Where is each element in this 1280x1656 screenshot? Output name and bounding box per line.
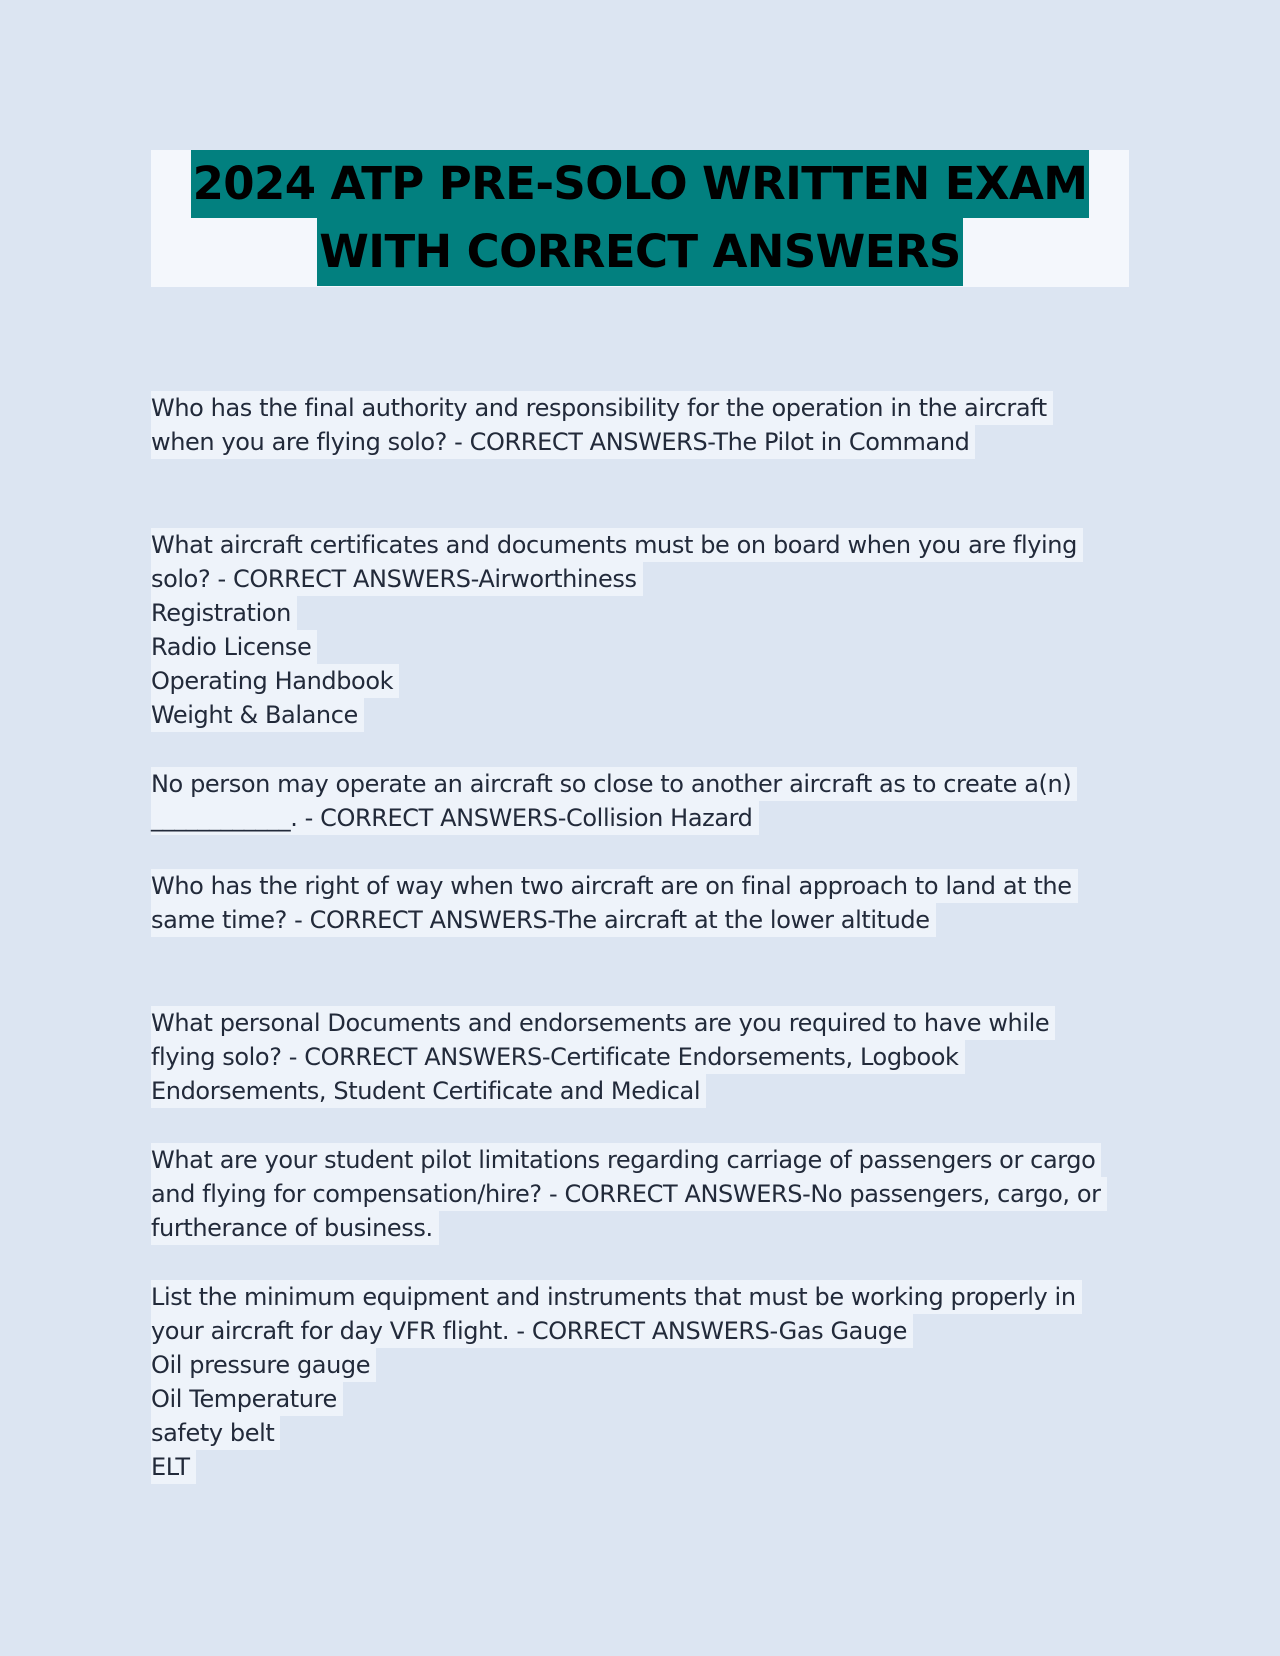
qa-item-3 — [151, 767, 1131, 835]
qa-line: your aircraft for day VFR flight. - CORRECT ANSWERS-Gas Gauge — [151, 1314, 913, 1348]
qa-line: Operating Handbook — [151, 664, 399, 698]
qa-line: Registration — [151, 596, 297, 630]
qa-line: List the minimum equipment and instruments that must be working properly in — [151, 1280, 1082, 1314]
qa-item-6 — [151, 1143, 1131, 1245]
qa-item-1 — [151, 391, 1131, 459]
qa-line: Weight & Balance — [151, 698, 364, 732]
qa-line: furtherance of business. — [151, 1211, 439, 1245]
qa-line: Radio License — [151, 630, 317, 664]
qa-line: ELT — [151, 1450, 196, 1484]
qa-line: Oil pressure gauge — [151, 1348, 376, 1382]
qa-item-2 — [151, 528, 1131, 732]
qa-line: ____________. - CORRECT ANSWERS-Collision Hazard — [151, 801, 759, 835]
qa-item-7 — [151, 1280, 1131, 1484]
title-line-1: 2024 ATP PRE-SOLO WRITTEN EXAM — [191, 150, 1090, 218]
qa-line: flying solo? - CORRECT ANSWERS-Certificate Endorsements, Logbook — [151, 1040, 965, 1074]
qa-line: same time? - CORRECT ANSWERS-The aircraft at the lower altitude — [151, 903, 936, 937]
qa-item-4 — [151, 869, 1131, 937]
document-title — [151, 150, 1129, 287]
qa-line: Who has the final authority and responsibility for the operation in the aircraft — [151, 391, 1053, 425]
qa-line: What personal Documents and endorsements are you required to have while — [151, 1006, 1055, 1040]
qa-item-5 — [151, 1006, 1131, 1108]
qa-line: Endorsements, Student Certificate and Medical — [151, 1074, 706, 1108]
qa-line: Who has the right of way when two aircraft are on final approach to land at the — [151, 869, 1078, 903]
qa-line: Oil Temperature — [151, 1382, 343, 1416]
qa-line: and flying for compensation/hire? - CORRECT ANSWERS-No passengers, cargo, or — [151, 1177, 1107, 1211]
qa-line: No person may operate an aircraft so close to another aircraft as to create a(n) — [151, 767, 1077, 801]
qa-line: safety belt — [151, 1416, 280, 1450]
qa-line: solo? - CORRECT ANSWERS-Airworthiness — [151, 562, 643, 596]
qa-line: What are your student pilot limitations regarding carriage of passengers or cargo — [151, 1143, 1101, 1177]
qa-line: when you are flying solo? - CORRECT ANSWERS-The Pilot in Command — [151, 425, 975, 459]
qa-line: What aircraft certificates and documents must be on board when you are flying — [151, 528, 1083, 562]
title-line-2: WITH CORRECT ANSWERS — [317, 218, 962, 286]
